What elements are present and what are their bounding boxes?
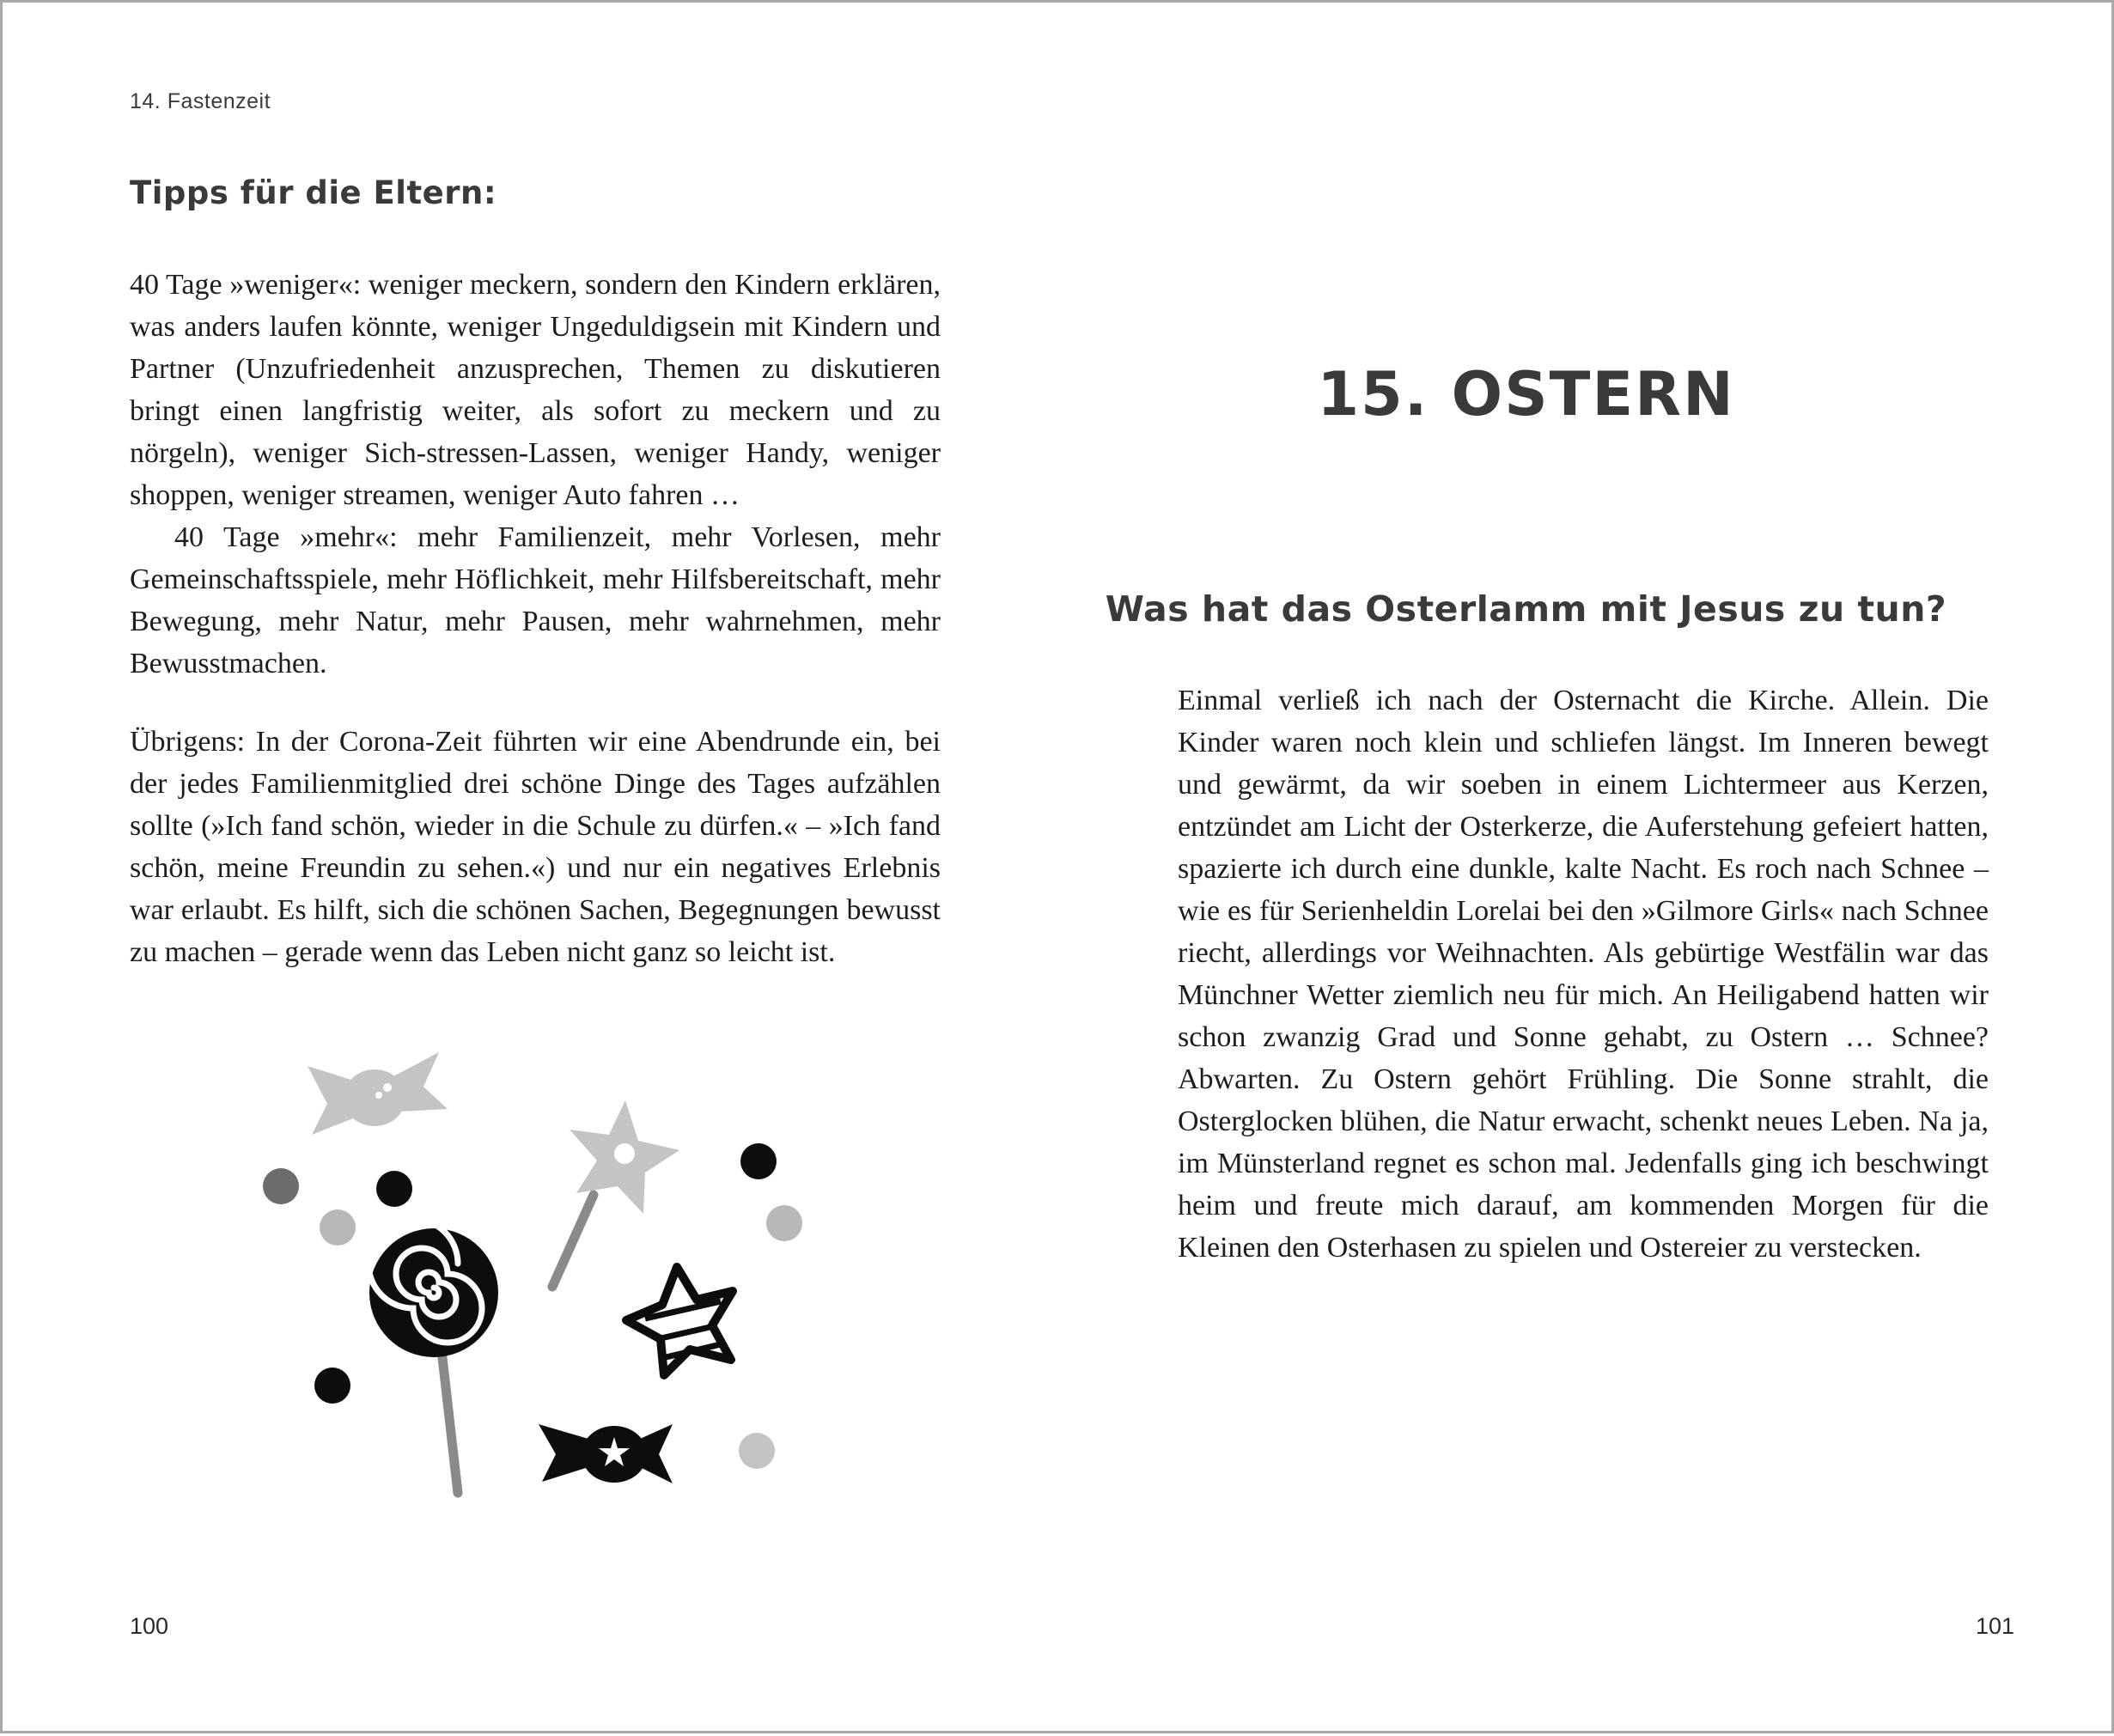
candy-dot-icon	[740, 1143, 777, 1179]
section-subtitle: Was hat das Osterlamm mit Jesus zu tun?	[1105, 588, 1947, 630]
striped-star-icon	[626, 1267, 733, 1375]
candy-dot-icon	[314, 1367, 350, 1404]
running-head: 14. Fastenzeit	[130, 89, 271, 113]
page-number: 101	[1975, 1613, 2014, 1639]
lollipop-icon	[369, 1219, 498, 1493]
left-page	[3, 3, 1059, 1736]
wrapped-candy-star-icon	[539, 1424, 673, 1483]
page-number: 100	[130, 1613, 169, 1639]
star-wand-icon	[552, 1100, 679, 1287]
candy-illustration	[243, 1033, 844, 1514]
paragraph-easter: Einmal verließ ich nach der Osternacht die Kirche. Allein. Die Kinder waren noch klein und schliefen längst. Im Inneren bewegt und gewärmt, da wir soeben in einem Lichtermeer aus Kerzen, entzündet am Licht der Osterkerze, die Auferstehung gefeiert hatten, spazierte ich durch eine dunkle, kalte Nacht. Es roch nach Schnee – wie es für Serienheldin Lorelai bei den »Gilmore Girls« nach Schnee riecht, allerdings vor Weihnachten. Als gebürtige Westfälin war das Münchner Wetter ziemlich neu für mich. An Heiligabend hatten wir schon zwanzig Grad und Sonne gehabt, zu Ostern … Schnee? Abwarten. Zu Ostern gehört Frühling. Die Sonne strahlt, die Osterglocken blühen, die Natur erwacht, schenkt neues Leben. Na ja, im Münsterland regnet es schon mal. Jedenfalls ging ich beschwingt heim und freute mich darauf, am kommenden Morgen für die Kleinen den Osterhasen zu spielen und Ostereier zu verstecken.	[1178, 685, 1989, 1264]
candy-dot-icon	[739, 1433, 775, 1469]
candy-dot-icon	[263, 1168, 299, 1204]
paragraph-weniger: 40 Tage »weniger«: weniger meckern, sondern den Kindern erklären, was anders laufen könnte, weniger Ungeduldigsein mit Kindern und Partner (Unzufriedenheit anzusprechen, Themen zu diskutieren bringt einen langfristig weiter, als sofort zu meckern und zu nörgeln), weniger Sich-stressen-Lassen, weniger Handy, weniger shoppen, weniger streamen, weniger Auto fahren …	[130, 269, 941, 511]
chapter-title: 15. OSTERN	[1317, 359, 1735, 429]
tips-text-block	[130, 264, 941, 685]
candy-dot-icon	[320, 1209, 356, 1246]
paragraph-corona: Übrigens: In der Corona-Zeit führten wir eine Abendrunde ein, bei der jedes Familienmitglied drei schöne Dinge des Tages aufzählen sollte (»Ich fand schön, wieder in die Schule zu dürfen.« – »Ich fand schön, meine Freundin zu sehen.«) und nur ein negatives Erlebnis war erlaubt. Es hilft, sich die schönen Sachen, Begegnungen bewusst zu machen – gerade wenn das Leben nicht ganz so leicht ist.	[130, 726, 941, 968]
candy-dot-icon	[376, 1171, 412, 1207]
corona-text-block	[130, 721, 941, 973]
candy-dot-icon	[766, 1205, 802, 1241]
wrapped-candy-icon	[308, 1052, 448, 1135]
section-heading: Tipps für die Eltern:	[130, 174, 497, 211]
paragraph-mehr: 40 Tage »mehr«: mehr Familienzeit, mehr Vorlesen, mehr Gemeinschaftsspiele, mehr Höflichkeit, mehr Hilfsbereitschaft, mehr Bewegung, mehr Natur, mehr Pausen, mehr wahrnehmen, mehr Bewusstmachen.	[130, 521, 941, 679]
right-page	[1060, 3, 2114, 1736]
easter-text-block	[1178, 679, 1989, 1269]
